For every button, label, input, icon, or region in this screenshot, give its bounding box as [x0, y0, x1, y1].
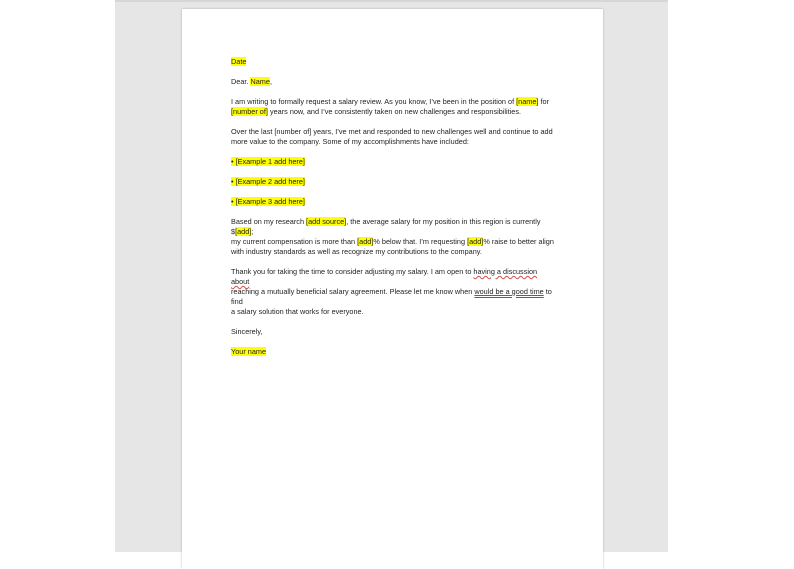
- grammar-suggestion-good-time[interactable]: would be a good time: [474, 287, 544, 296]
- example-item: [231, 177, 557, 187]
- research-text-e: % below that. I’m requesting: [373, 237, 468, 246]
- average-salary-placeholder[interactable]: [add]: [235, 227, 252, 236]
- date-line: [231, 57, 557, 67]
- thanks-text-c: to find: [231, 287, 552, 306]
- research-text-c: ;: [251, 227, 254, 236]
- intro-text-c: years now, and I’ve consistently taken on new challenges and responsibilities.: [267, 107, 522, 116]
- research-text-b: , the average salary for my position in this region is currently $: [231, 217, 541, 236]
- signature-placeholder[interactable]: Your name: [231, 347, 267, 356]
- closing-text: Sincerely,: [231, 327, 263, 336]
- position-placeholder[interactable]: [name]: [516, 97, 539, 106]
- accomplishments-paragraph: [231, 127, 557, 147]
- research-text-d: my current compensation is more than: [231, 237, 358, 246]
- intro-text-a: I am writing to formally request a salary review. As you know, I’ve been in the position of: [231, 97, 517, 106]
- thanks-text-d: a salary solution that works for everyone.: [231, 307, 364, 316]
- research-text-f: % raise to better align: [483, 237, 554, 246]
- salary-research-paragraph: [231, 217, 557, 257]
- example-2-placeholder[interactable]: • [Example 2 add here]: [231, 177, 305, 186]
- date-placeholder[interactable]: Date: [231, 57, 247, 66]
- raise-percent-placeholder[interactable]: [add]: [467, 237, 484, 246]
- percent-below-placeholder[interactable]: [add]: [357, 237, 374, 246]
- example-3-placeholder[interactable]: • [Example 3 add here]: [231, 197, 305, 206]
- thanks-text-a: Thank you for taking the time to consider adjusting my salary. I am open to: [231, 267, 474, 276]
- example-item: [231, 157, 557, 167]
- greeting-name-placeholder[interactable]: Name: [250, 77, 270, 86]
- document-page: [182, 9, 603, 569]
- closing-line: [231, 327, 557, 337]
- example-item: [231, 197, 557, 207]
- intro-text-b: for: [538, 97, 549, 106]
- grammar-suggestion-discussion[interactable]: having a discussion about: [231, 267, 538, 286]
- greeting-line: [231, 77, 557, 87]
- research-text-a: Based on my research: [231, 217, 307, 226]
- thanks-text-b: reaching a mutually beneficial salary agreement. Please let me know when: [231, 287, 475, 296]
- accomplishments-line-1: Over the last [number of] years, I’ve met and responded to new challenges well and continue to add: [231, 127, 553, 136]
- letter-body: [231, 57, 557, 357]
- greeting-prefix: Dear.: [231, 77, 251, 86]
- thank-you-paragraph: [231, 267, 557, 317]
- research-text-g: with industry standards as well as recognize my contributions to the company.: [231, 247, 482, 256]
- example-1-placeholder[interactable]: • [Example 1 add here]: [231, 157, 305, 166]
- years-placeholder[interactable]: [number of]: [231, 107, 268, 116]
- signature-line: [231, 347, 557, 357]
- intro-paragraph: [231, 97, 557, 117]
- accomplishments-line-2: more value to the company. Some of my accomplishments have included:: [231, 137, 469, 146]
- greeting-suffix: ,: [269, 77, 272, 86]
- source-placeholder[interactable]: [add source]: [306, 217, 347, 226]
